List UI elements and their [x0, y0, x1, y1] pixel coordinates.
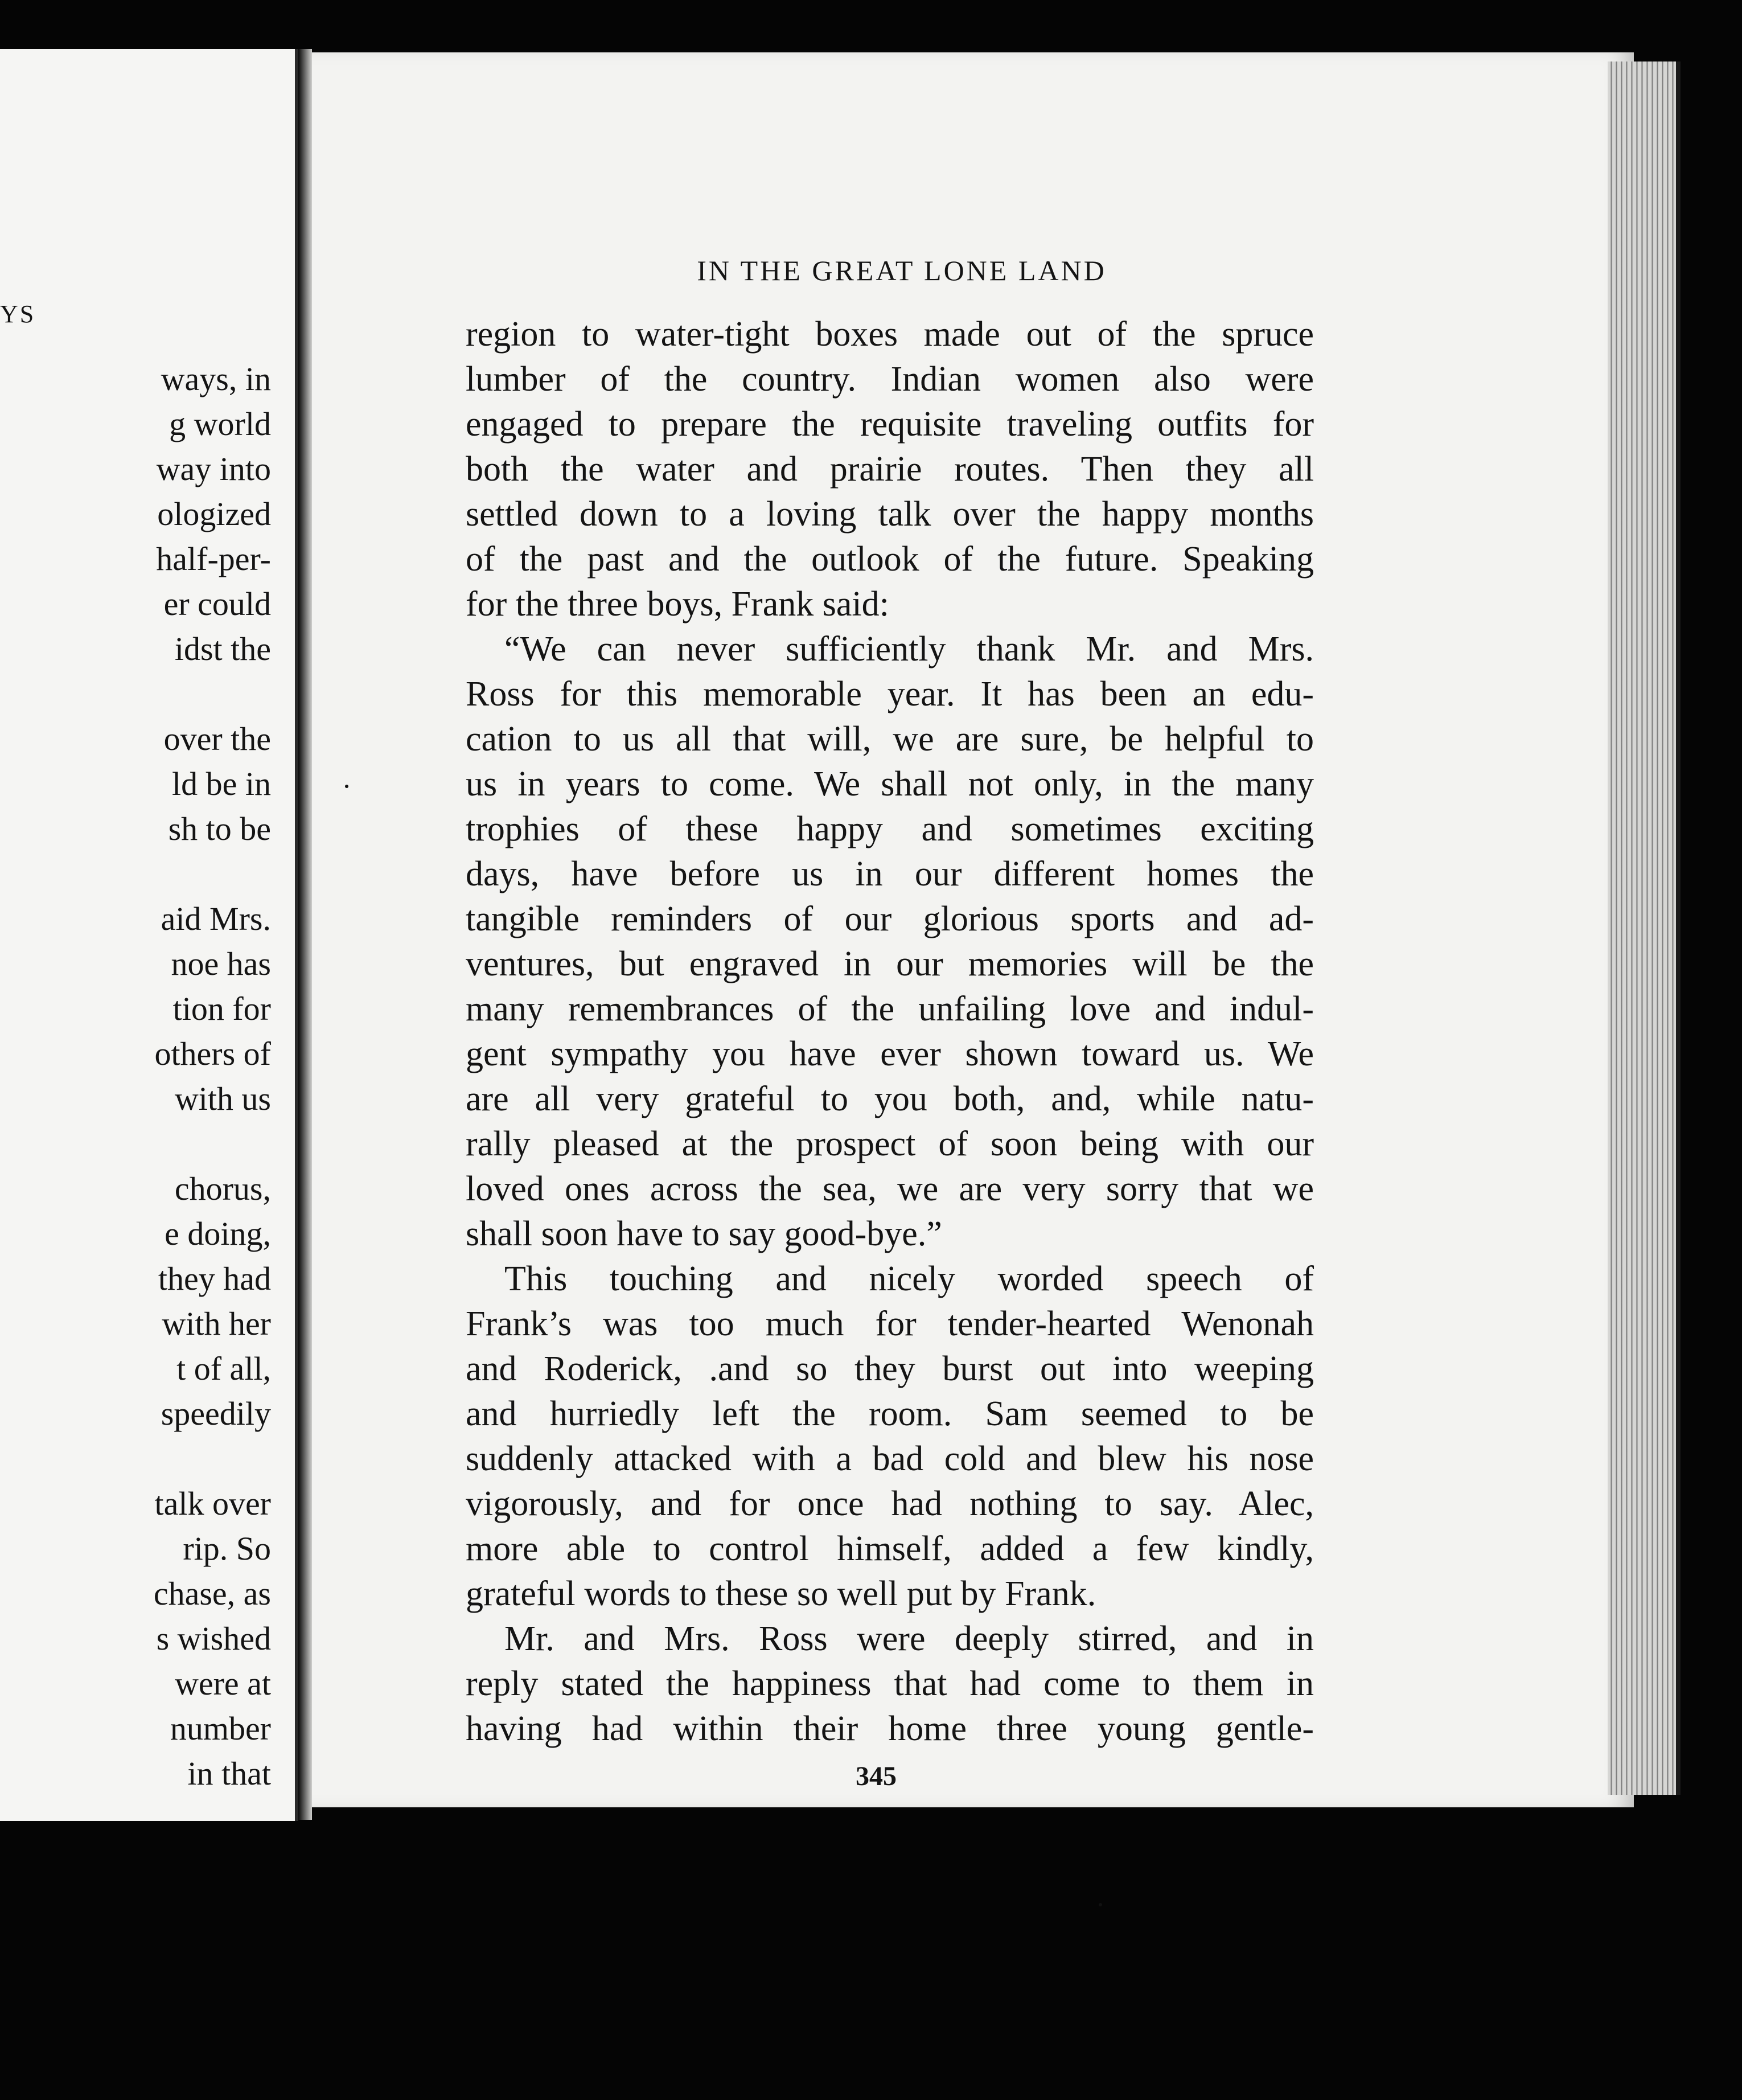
left-line: talk over [154, 1485, 271, 1522]
left-line: s wished [156, 1620, 271, 1657]
body-text [466, 312, 1314, 1752]
text-line: engaged to prepare the requisite traveling outfits for [466, 405, 1314, 444]
left-line: way into [156, 450, 271, 487]
left-line: over the [163, 720, 271, 757]
left-line: others of [154, 1035, 271, 1072]
text-line: suddenly attacked with a bad cold and blew his nose [466, 1439, 1314, 1478]
book-gutter [298, 49, 312, 1820]
left-line [0, 671, 271, 716]
text-line: and hurriedly left the room. Sam seemed to be [466, 1394, 1314, 1433]
text-line: tangible reminders of our glorious sports and ad- [466, 900, 1314, 938]
text-line: many remembrances of the unfailing love and indul- [466, 990, 1314, 1028]
left-line: e doing, [165, 1215, 271, 1252]
left-page [0, 49, 298, 1821]
text-line: shall soon have to say good-bye.” [466, 1215, 942, 1253]
text-line: Frank’s was too much for tender-hearted Wenonah [466, 1305, 1314, 1343]
text-line: for the three boys, Frank said: [466, 585, 889, 624]
text-line: “We can never sufficiently thank Mr. and Mrs. [504, 630, 1314, 668]
text-line: rally pleased at the prospect of soon being with our [466, 1125, 1314, 1163]
left-line: with us [174, 1080, 271, 1117]
left-line [0, 1436, 271, 1481]
text-line: trophies of these happy and sometimes exciting [466, 810, 1314, 848]
left-line: t of all, [176, 1350, 271, 1387]
page-edges [1608, 61, 1681, 1795]
left-line: aid Mrs. [161, 900, 271, 937]
ink-speck [345, 785, 348, 788]
left-line: were at [174, 1665, 271, 1702]
left-line: tion for [172, 990, 271, 1027]
left-line: ld be in [172, 765, 271, 802]
left-line: rip. So [183, 1530, 271, 1567]
text-line: days, have before us in our different homes the [466, 855, 1314, 893]
page-number: 345 [856, 1761, 897, 1791]
left-line: number [170, 1710, 271, 1747]
text-line: ventures, but engraved in our memories will be the [466, 945, 1314, 983]
text-line: cation to us all that will, we are sure, be helpful to [466, 720, 1314, 758]
ink-speck [1099, 1903, 1102, 1906]
text-line: of the past and the outlook of the future. Speaking [466, 540, 1314, 579]
text-line: gent sympathy you have ever shown toward us. We [466, 1035, 1314, 1073]
text-line: region to water-tight boxes made out of the spruce [466, 315, 1314, 354]
left-line: ologized [157, 495, 271, 532]
left-page-text [0, 356, 271, 1796]
left-line: speedily [161, 1395, 271, 1432]
left-line: chase, as [153, 1575, 271, 1612]
text-line: and Roderick, .and so they burst out into weeping [466, 1350, 1314, 1388]
text-line: having had within their home three young gentle- [466, 1709, 1314, 1748]
text-line: us in years to come. We shall not only, in the many [466, 765, 1314, 803]
text-line: are all very grateful to you both, and, while natu- [466, 1080, 1314, 1118]
text-line: Mr. and Mrs. Ross were deeply stirred, and in [504, 1619, 1314, 1658]
left-line: idst the [174, 630, 271, 667]
text-line: reply stated the happiness that had come to them in [466, 1664, 1314, 1703]
left-line [0, 851, 271, 896]
text-line: vigorously, and for once had nothing to say. Alec, [466, 1484, 1314, 1523]
left-line: sh to be [168, 810, 271, 847]
left-line [0, 1121, 271, 1166]
running-head: IN THE GREAT LONE LAND [697, 255, 1107, 286]
left-line: with her [162, 1305, 271, 1342]
left-line: chorus, [174, 1170, 271, 1207]
text-line: lumber of the country. Indian women also were [466, 360, 1314, 399]
left-line: noe has [171, 945, 271, 982]
text-line: grateful words to these so well put by Frank. [466, 1574, 1096, 1613]
left-line: ways, in [161, 360, 271, 397]
text-line: Ross for this memorable year. It has been an edu- [466, 675, 1314, 713]
text-line: This touching and nicely worded speech of [504, 1260, 1314, 1298]
left-running-head: YS [0, 300, 36, 328]
text-line: both the water and prairie routes. Then they all [466, 450, 1314, 489]
text-line: loved ones across the sea, we are very sorry that we [466, 1170, 1314, 1208]
text-line: settled down to a loving talk over the happy months [466, 495, 1314, 534]
left-line: er could [163, 585, 271, 622]
left-line: in that [187, 1755, 271, 1792]
left-line: half-per- [156, 540, 271, 577]
text-line: more able to control himself, added a few kindly, [466, 1529, 1314, 1568]
left-line: they had [158, 1260, 271, 1297]
left-line: g world [169, 405, 271, 442]
